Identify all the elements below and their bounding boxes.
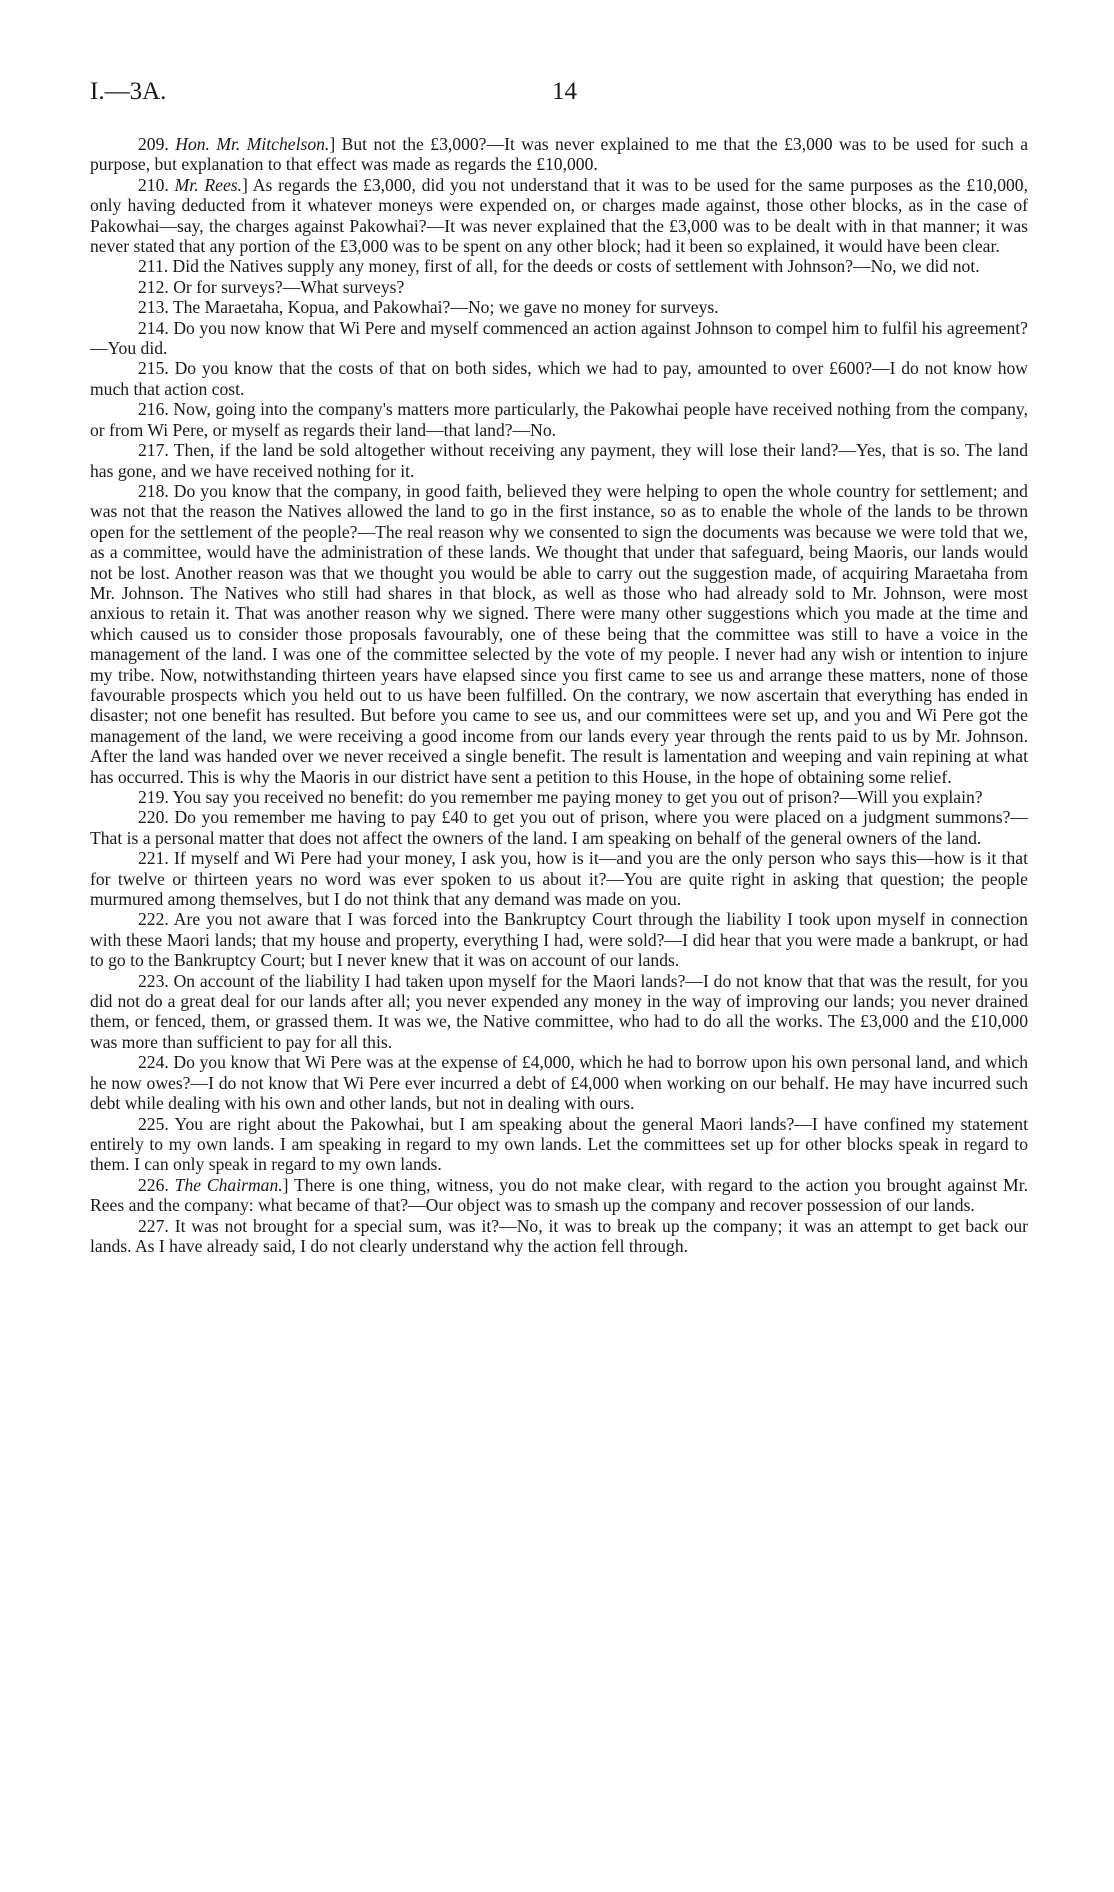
question-paragraph	[90, 787, 1028, 807]
paragraph-text: ] But not the £3,000?—It was never explained to me that the £3,000 was to be used for such a purpose, but explanation to that effect was made as regards the £10,000.	[90, 134, 1029, 175]
question-number: 216.	[138, 399, 169, 420]
paragraph-text: You are right about the Pakowhai, but I am speaking about the general Maori lands?—I have confined my statement entirely to my own lands. I am speaking in regard to my own lands. Let the committees set up for other blocks speak in regard to them. I can only speak in regard to my own lands.	[90, 1113, 1028, 1175]
paragraph-text: It was not brought for a special sum, was it?—No, it was to break up the company; it was an attempt to get back our lands. As I have already said, I do not clearly understand why the action fell through.	[90, 1215, 1028, 1256]
paragraph-text: Then, if the land be sold altogether without receiving any payment, they will lose their land?—Yes, that is so. The land has gone, and we have received nothing for it.	[90, 440, 1028, 481]
question-number: 215.	[138, 358, 169, 379]
paper-reference: I.—3A.	[90, 78, 167, 105]
question-number: 222.	[138, 909, 169, 930]
question-number: 209.	[138, 134, 169, 154]
speaker-name: The Chairman.	[174, 1174, 283, 1195]
question-number: 221.	[138, 848, 169, 869]
paragraph-text: Do you know that the company, in good faith, believed they were helping to open the whole country for settlement; and was not that the reason the Natives allowed the land to go in the first instance, so as to enable the whole of the lands to be thrown open for the settlement of the people?—The real reason why we consented to sign the documents was because we were told that we, as a committee, would have the administration of these lands. We thought that under that safeguard, being Maoris, our lands would not be lost. Another reason was that we thought you would be able to carry out the suggestion made, of acquiring Maraetaha from Mr. Johnson. The Natives who still had shares in that block, as well as those who had already sold to Mr. Johnson, were most anxious to retain it. That was another reason why we signed. There were many other suggestions which you made at the time and which caused us to consider those proposals favourably, one of these being that the committee was still to have a voice in the management of the land. I was one of the committee selected by the vote of my people. I never had any wish or intention to injure my tribe. Now, notwithstanding thirteen years have elapsed since you first came to see us and arrange these matters, none of those favourable prospects which you held out to us have been fulfilled. On the contrary, we now ascertain that everything has ended in disaster; not one benefit has resulted. But before you came to see us, and our committees were set up, and you and Wi Pere got the management of the land, we were receiving a good income from our lands every year through the rents paid to us by Mr. Johnson. After the land was handed over we never received a single benefit. The result is lamentation and weeping and vain repining at what has occurred. This is why the Maoris in our district have sent a petition to this House, in the hope of obtaining some relief.	[90, 480, 1028, 787]
question-paragraph	[90, 481, 1028, 787]
paragraph-text: Do you now know that Wi Pere and myself commenced an action against Johnson to compel him to fulfil his agreement?—You did.	[90, 317, 1028, 359]
question-paragraph	[90, 256, 1028, 276]
paragraph-text: On account of the liability I had taken upon myself for the Maori lands?—I do not know that that was the result, for you did not do a great deal for our lands after all; you never expended any money in the way of improving our lands; you never drained them, or fenced, them, or grassed them. It was we, the Native committee, who had to do all the works. The £3,000 and the £10,000 was more than sufficient to pay for all this.	[90, 970, 1028, 1052]
speaker-name: Mr. Rees.	[174, 174, 243, 195]
question-paragraph	[90, 440, 1028, 481]
question-paragraph	[90, 1052, 1028, 1113]
paragraph-text: Are you not aware that I was forced into the Bankruptcy Court through the liability I took upon myself in connection with these Maori lands; that my house and property, everything I had, were sold?—I did hear that you were made a bankrupt, or had to go to the Bankruptcy Court; but I never knew that it was on account of our lands.	[90, 909, 1028, 971]
question-paragraph	[90, 848, 1028, 909]
paragraph-text: You say you received no benefit: do you remember me paying money to get you out of prison?—Will you explain?	[172, 787, 983, 807]
question-paragraph	[90, 399, 1028, 440]
paragraph-text: Do you remember me having to pay £40 to get you out of prison, where you were placed on a judgment summons?—That is a personal matter that does not affect the owners of the land. I am speaking on behalf of the general owners of the land.	[90, 807, 1028, 848]
question-paragraph	[90, 358, 1028, 399]
question-number: 227.	[138, 1215, 169, 1236]
question-number: 218.	[138, 480, 169, 501]
paragraph-text: If myself and Wi Pere had your money, I ask you, how is it—and you are the only person who says this—how is it that for twelve or thirteen years no word was ever spoken to us about it?—You are quite right in asking that question; the people murmured among themselves, but I do not think that any demand was made on you.	[90, 848, 1028, 910]
question-paragraph	[90, 1216, 1028, 1257]
paragraph-text: Do you know that Wi Pere was at the expense of £4,000, which he had to borrow upon his own personal land, and which he now owes?—I do not know that Wi Pere ever incurred a debt of £4,000 when working on our behalf. He may have incurred such debt while dealing with his own and other lands, but not in dealing with ours.	[90, 1052, 1028, 1114]
document-page	[90, 78, 1028, 1256]
question-paragraph	[90, 318, 1028, 359]
question-paragraph	[90, 909, 1028, 970]
paragraph-text: Did the Natives supply any money, first of all, for the deeds or costs of settlement with Johnson?—No, we did not.	[172, 256, 980, 277]
question-paragraph	[90, 1175, 1028, 1216]
question-number: 210.	[138, 174, 169, 195]
page-header	[90, 78, 1028, 118]
paragraph-text: ] As regards the £3,000, did you not understand that it was to be used for the same purposes as the £10,000, only having deducted from it whatever moneys were expended on, or charges made against, those other blocks, as in the case of Pakowhai—say, the charges against Pakowhai?—It was never explained that the £3,000 was to be dealt with in that manner; it was never stated that any portion of the £3,000 was to be spent on any other block; had it been so explained, it would have been clear.	[90, 174, 1028, 257]
question-paragraph	[90, 971, 1028, 1053]
question-number: 213.	[138, 297, 169, 318]
evidence-text	[90, 134, 1028, 1256]
question-number: 225.	[138, 1113, 169, 1134]
question-number: 220.	[138, 807, 169, 828]
question-number: 224.	[138, 1052, 169, 1073]
question-paragraph	[90, 175, 1028, 257]
question-number: 219.	[138, 787, 169, 807]
question-paragraph	[90, 807, 1028, 848]
paragraph-text: ] There is one thing, witness, you do not make clear, with regard to the action you brought against Mr. Rees and the company: what became of that?—Our object was to smash up the company and recover possession of our lands.	[90, 1174, 1028, 1216]
question-number: 212.	[138, 276, 169, 297]
question-paragraph	[90, 297, 1028, 317]
speaker-name: Hon. Mr. Mitchelson.	[175, 134, 330, 154]
question-number: 217.	[138, 440, 169, 461]
question-paragraph	[90, 1114, 1028, 1175]
paragraph-text: Now, going into the company's matters more particularly, the Pakowhai people have received nothing from the company, or from Wi Pere, or myself as regards their land—that land?—No.	[90, 399, 1028, 440]
paragraph-text: Do you know that the costs of that on both sides, which we had to pay, amounted to over £600?—I do not know how much that action cost.	[90, 358, 1028, 399]
question-number: 226.	[138, 1174, 169, 1195]
question-number: 211.	[138, 256, 169, 277]
question-number: 214.	[138, 317, 169, 338]
paragraph-text: The Maraetaha, Kopua, and Pakowhai?—No; we gave no money for surveys.	[172, 297, 719, 318]
paragraph-text: Or for surveys?—What surveys?	[173, 276, 405, 297]
question-number: 223.	[138, 970, 169, 991]
page-number: 14	[552, 78, 577, 105]
question-paragraph	[90, 134, 1028, 175]
question-paragraph	[90, 277, 1028, 297]
